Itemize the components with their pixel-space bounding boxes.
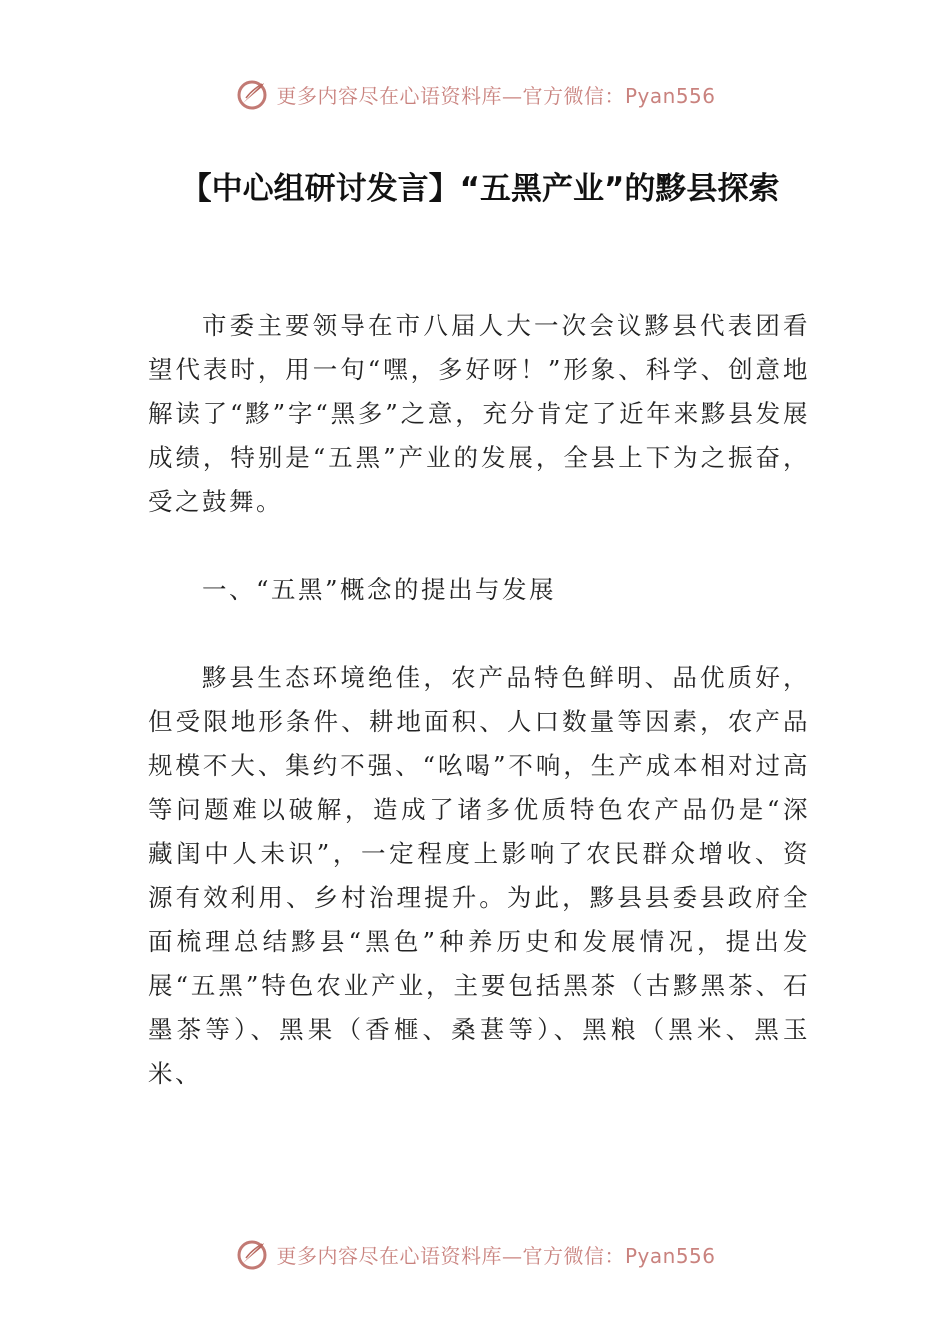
paragraph-section-one bbox=[148, 656, 810, 1096]
quill-seal-logo-icon bbox=[234, 76, 270, 112]
paragraph-intro bbox=[148, 304, 810, 524]
footer-ad-text: 更多内容尽在心语资料库—官方微信：Pyan556 bbox=[276, 1243, 716, 1268]
footer-banner[interactable] bbox=[0, 1232, 950, 1276]
document-title: 【中心组研讨发言】“五黑产业”的黟县探索 bbox=[180, 171, 780, 207]
section-heading bbox=[148, 568, 810, 612]
section-heading-text: 一、“五黑”概念的提出与发展 bbox=[202, 575, 557, 604]
paragraph-text: 黟县生态环境绝佳，农产品特色鲜明、品优质好，但受限地形条件、耕地面积、人口数量等因素，农产品规模不大、集约不强、“吆喝”不响，生产成本相对过高等问题难以破解，造成了诸多优质特色农产品仍是“深藏闺中人未识”，一定程度上影响了农民群众增收、资源有效利用、乡村治理提升。为此，黟县县委县政府全面梳理总结黟县“黑色”种养历史和发展情况，提出发展“五黑”特色农业产业，主要包括黑茶（古黟黑茶、石墨茶等）、黑果（香榧、桑葚等）、黑粮（黑米、黑玉米、 bbox=[148, 663, 810, 1088]
header-ad-text: 更多内容尽在心语资料库—官方微信：Pyan556 bbox=[276, 83, 716, 108]
header-banner[interactable] bbox=[0, 72, 950, 116]
paragraph-text: 市委主要领导在市八届人大一次会议黟县代表团看望代表时，用一句“嘿，多好呀！”形象、科学、创意地解读了“黟”字“黑多”之意，充分肯定了近年来黟县发展成绩，特别是“五黑”产业的发展，全县上下为之振奋，受之鼓舞。 bbox=[148, 311, 810, 516]
quill-seal-logo-icon bbox=[234, 1236, 270, 1272]
